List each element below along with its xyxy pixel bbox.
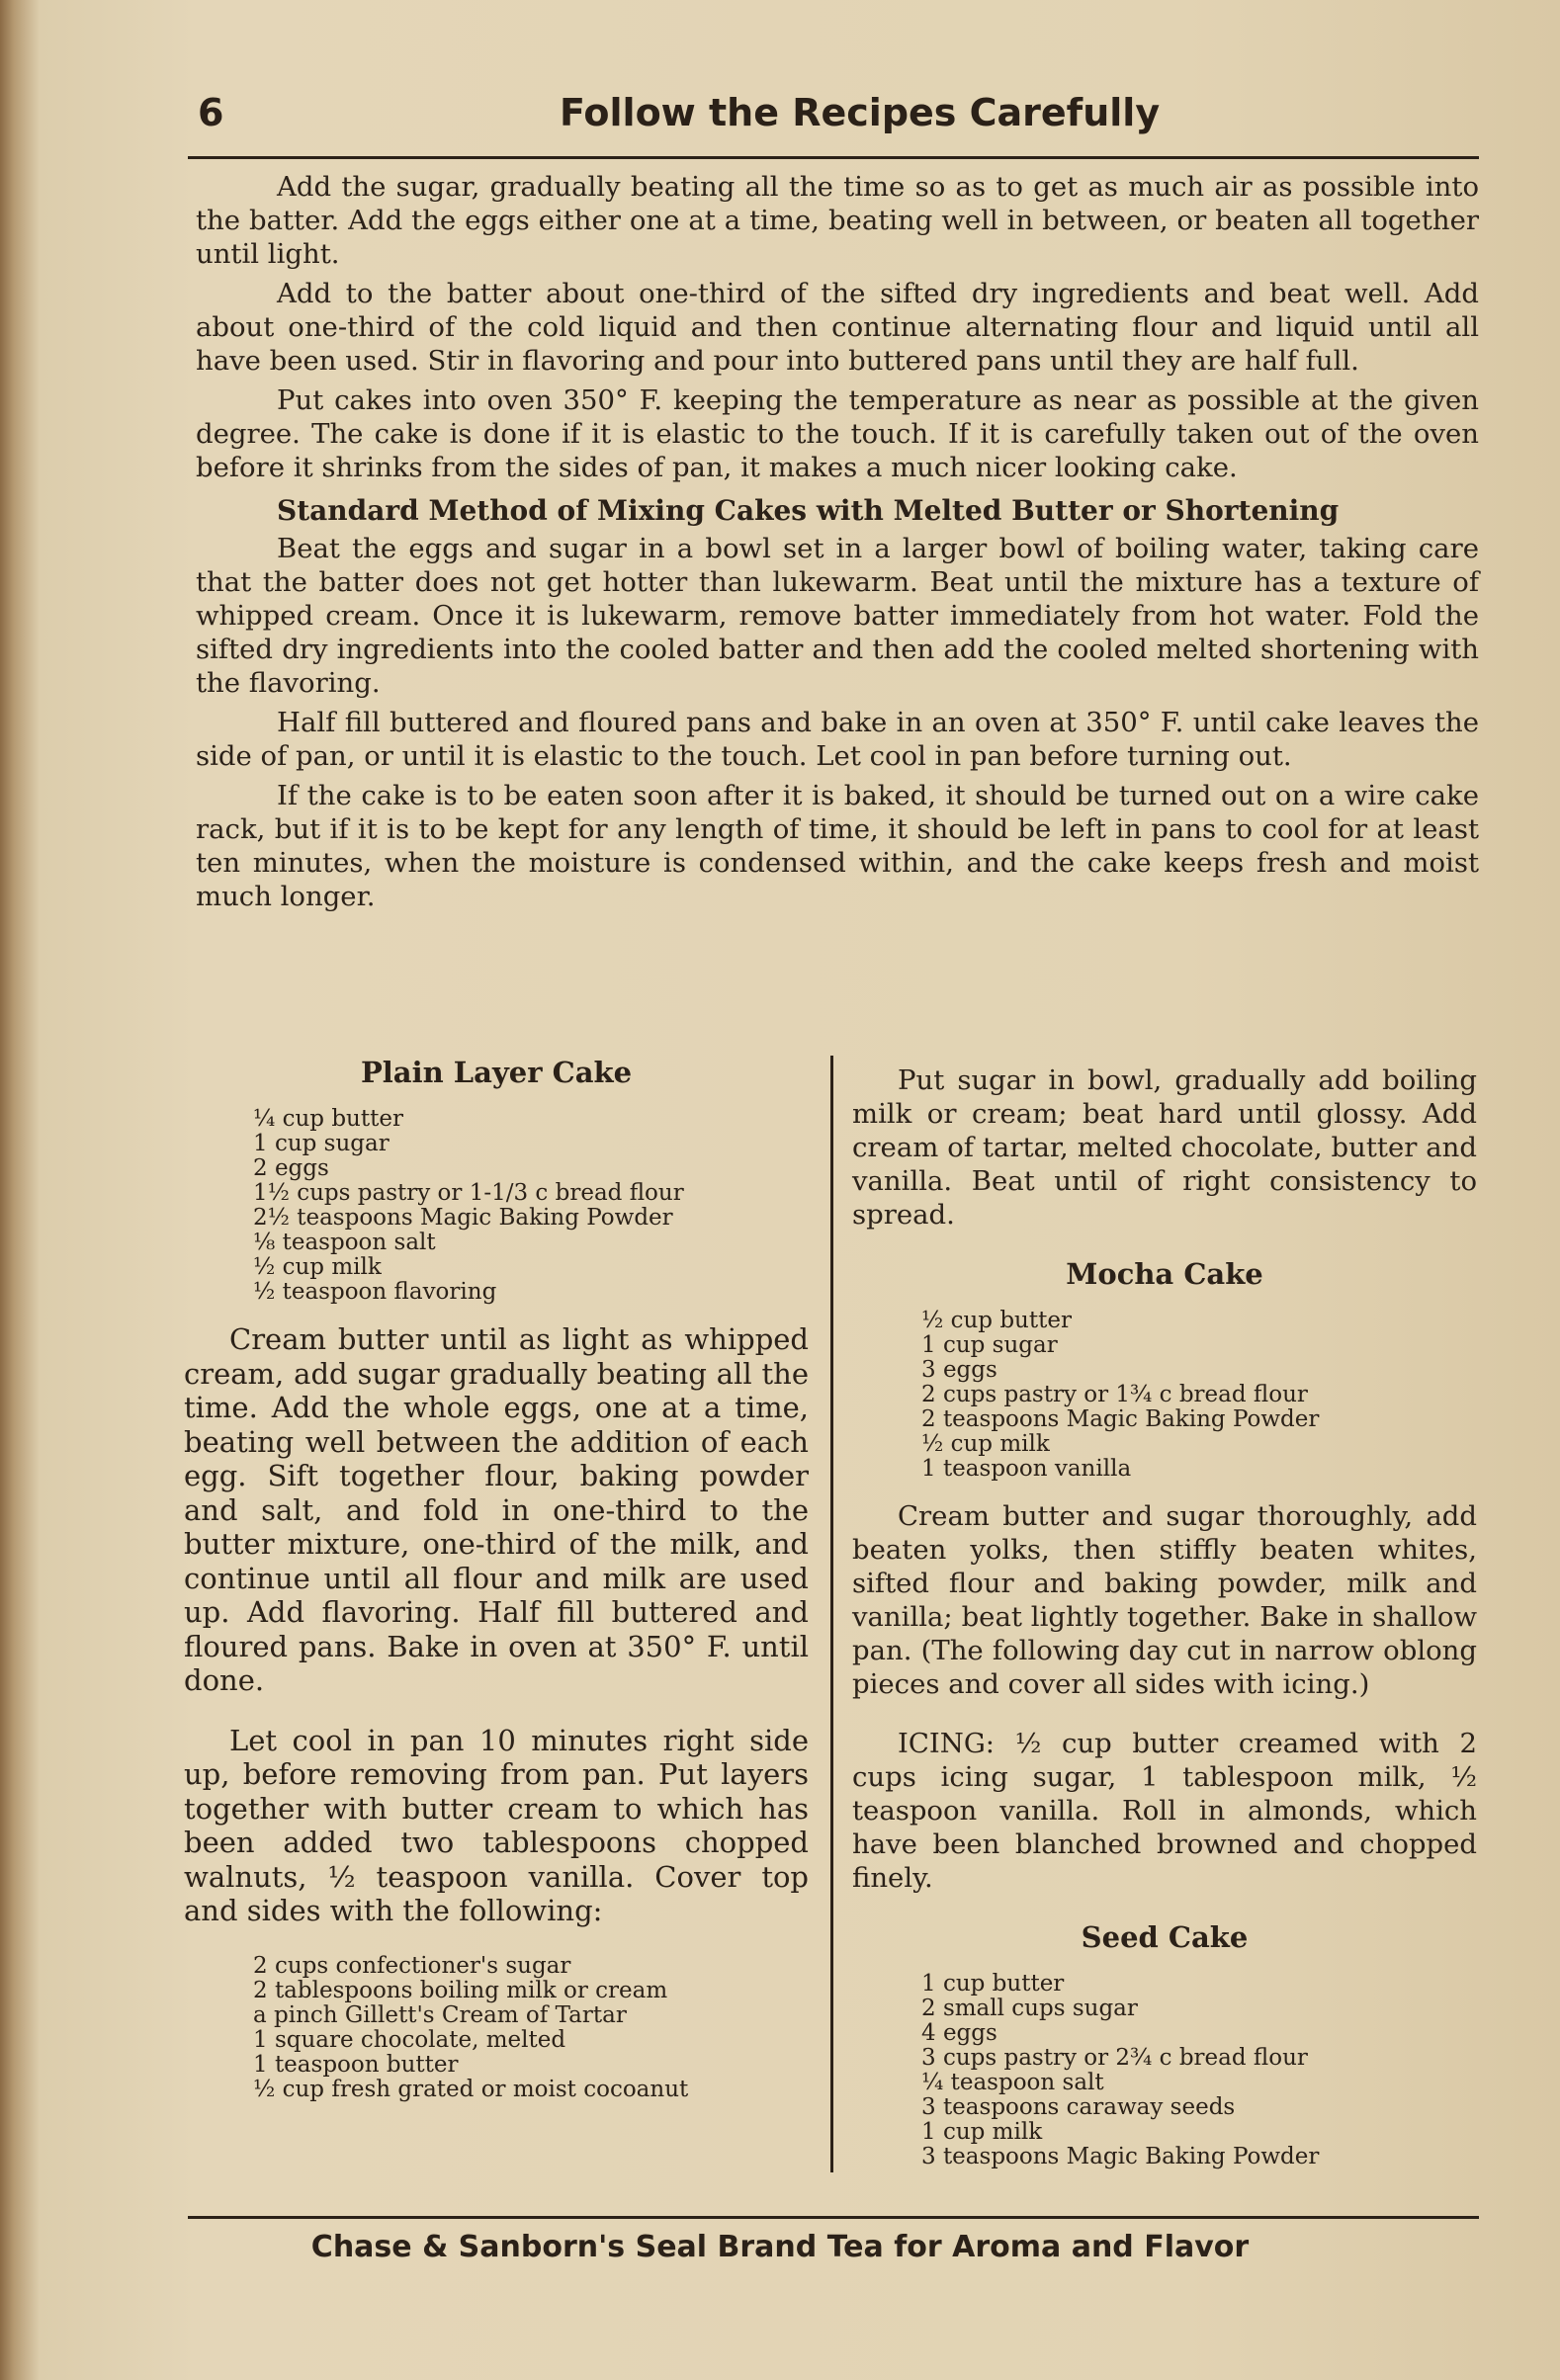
ingredient-item: ½ cup fresh grated or moist cocoanut <box>253 2076 689 2102</box>
ingredient-item: 1 cup sugar <box>921 1332 1058 1358</box>
page-footer: Chase & Sanborn's Seal Brand Tea for Aroma and Flavor <box>310 2230 1250 2264</box>
ingredient-item: 4 eggs <box>921 2020 997 2046</box>
recipe-finishing: Let cool in pan 10 minutes right side up, before removing from pan. Put layers together with butter cream to which has been added two tablespoons chopped walnuts, ½ teaspoon vanilla. Cover top and sides with the following: <box>184 1723 809 1927</box>
header-rule <box>188 156 1479 159</box>
recipe-method: Cream butter until as light as whipped cream, add sugar gradually beating all the time. Add the whole eggs, one at a time, beating well between the addition of each egg. Sift together flour, baking powder and salt, and fold in one-third to the butter mixture, one-third of the milk, and continue until all flour and milk are used up. Add flavoring. Half fill buttered and floured pans. Bake in oven at 350° F. until done. <box>184 1322 809 1697</box>
intro-paragraph: Half fill buttered and floured pans and bake in an oven at 350° F. until cake leaves the side of pan, or until it is elastic to the touch. Let cool in pan before turning out. <box>196 707 1479 772</box>
ingredient-item: ½ cup milk <box>921 1431 1050 1457</box>
ingredient-list <box>184 1107 809 1305</box>
page-number: 6 <box>198 91 224 134</box>
recipe-title-seed-cake: Seed Cake <box>1081 1920 1249 1954</box>
section-heading: Standard Method of Mixing Cakes with Melted Butter or Shortening <box>277 494 1340 527</box>
ingredient-item: ½ cup butter <box>921 1308 1072 1333</box>
ingredient-item: ¼ cup butter <box>253 1106 403 1132</box>
ingredient-item: 3 cups pastry or 2¾ c bread flour <box>921 2045 1308 2071</box>
topping-method: Put sugar in bowl, gradually add boiling milk or cream; beat hard until glossy. Add cream of tartar, melted chocolate, butter and vanilla. Beat until of right consistency to spread. <box>852 1064 1477 1231</box>
intro-section <box>196 170 1479 919</box>
recipe-title-mocha-cake: Mocha Cake <box>1066 1257 1263 1291</box>
intro-paragraph: Add the sugar, gradually beating all the time so as to get as much air as possible into the batter. Add the eggs either one at a time, beating well in between, or beaten all together until light. <box>196 171 1479 270</box>
ingredient-item: a pinch Gillett's Cream of Tartar <box>253 2001 627 2028</box>
ingredient-item: 1 teaspoon vanilla <box>921 1456 1132 1482</box>
ingredient-item: 2 teaspoons Magic Baking Powder <box>921 1406 1320 1432</box>
left-column <box>184 1056 809 2120</box>
ingredient-item: 2½ teaspoons Magic Baking Powder <box>253 1205 673 1231</box>
ingredient-list <box>852 1309 1477 1482</box>
icing-instructions: ICING: ½ cup butter creamed with 2 cups icing sugar, 1 tablespoon milk, ½ teaspoon vanilla. Roll in almonds, which have been blanched browned and chopped finely. <box>852 1728 1477 1894</box>
recipe-title-plain-layer-cake: Plain Layer Cake <box>360 1056 633 1089</box>
running-title: Follow the Recipes Carefully <box>560 91 1161 134</box>
ingredient-item: 1 square chocolate, melted <box>253 2026 566 2053</box>
ingredient-item: 2 small cups sugar <box>921 1996 1138 2021</box>
ingredient-item: 1 cup butter <box>921 1971 1065 1997</box>
ingredient-item: 2 eggs <box>253 1155 329 1181</box>
footer-rule <box>188 2216 1479 2219</box>
ingredient-item: ⅛ teaspoon salt <box>253 1230 436 1255</box>
ingredient-item: 2 cups confectioner's sugar <box>253 1952 571 1979</box>
ingredient-item: 1 cup sugar <box>253 1131 390 1156</box>
ingredient-item: ½ cup milk <box>253 1254 382 1280</box>
ingredient-item: 2 tablespoons boiling milk or cream <box>253 1977 668 2003</box>
intro-paragraph: Add to the batter about one-third of the sifted dry ingredients and beat well. Add about one-third of the cold liquid and then continue alternating flour and liquid until all have been used. Stir in flavoring and pour into buttered pans until they are half full. <box>196 278 1479 377</box>
recipe-method: Cream butter and sugar thoroughly, add beaten yolks, then stiffly beaten whites, sifted flour and baking powder, milk and vanilla; beat lightly together. Bake in shallow pan. (The following day cut in narrow oblong pieces and cover all sides with icing.) <box>852 1500 1477 1700</box>
ingredient-item: ¼ teaspoon salt <box>921 2070 1104 2095</box>
intro-paragraph: Put cakes into oven 350° F. keeping the temperature as near as possible at the given degree. The cake is done if it is elastic to the touch. If it is carefully taken out of the oven before it shrinks from the sides of pan, it makes a much nicer looking cake. <box>196 384 1479 483</box>
ingredient-item: 3 eggs <box>921 1357 997 1383</box>
page-header <box>194 87 1479 146</box>
intro-paragraph: If the cake is to be eaten soon after it is baked, it should be turned out on a wire cake rack, but if it is to be kept for any length of time, it should be left in pans to cool for at least ten minutes, when the moisture is condensed within, and the cake keeps fresh and moist much longer. <box>196 780 1479 912</box>
ingredient-item: 3 teaspoons Magic Baking Powder <box>921 2144 1320 2169</box>
intro-paragraph: Beat the eggs and sugar in a bowl set in a larger bowl of boiling water, taking care that the batter does not get hotter than lukewarm. Beat until the mixture has a texture of whipped cream. Once it is lukewarm, remove batter immediately from hot water. Fold the sifted dry ingredients into the cooled batter and then add the cooled melted shortening with the flavoring. <box>196 533 1479 699</box>
ingredient-list <box>852 1972 1477 2169</box>
ingredient-item: 2 cups pastry or 1¾ c bread flour <box>921 1382 1308 1407</box>
ingredient-item: 1 teaspoon butter <box>253 2051 459 2078</box>
ingredient-item: 1½ cups pastry or 1-1/3 c bread flour <box>253 1180 684 1206</box>
ingredient-item: ½ teaspoon flavoring <box>253 1279 497 1305</box>
right-column <box>852 1063 1477 2187</box>
ingredient-item: 3 teaspoons caraway seeds <box>921 2094 1236 2120</box>
ingredient-item: 1 cup milk <box>921 2119 1043 2145</box>
topping-ingredient-list <box>184 1954 809 2102</box>
column-divider <box>830 1056 833 2172</box>
